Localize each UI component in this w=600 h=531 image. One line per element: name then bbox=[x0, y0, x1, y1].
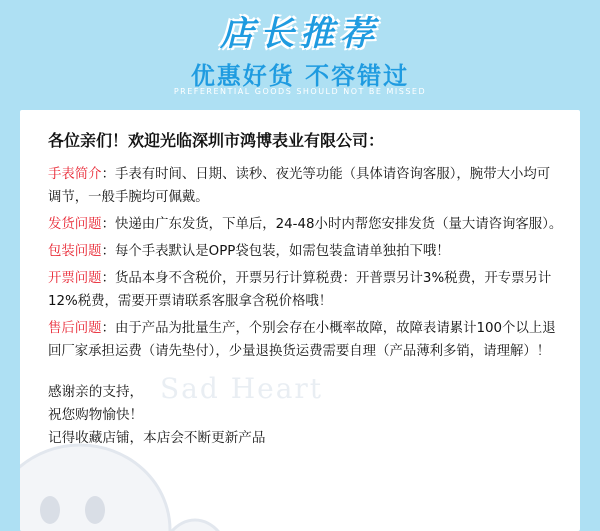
item-label: 发货问题 bbox=[48, 217, 102, 232]
banner-tagline: PREFERENTIAL GOODS SHOULD NOT BE MISSED bbox=[173, 87, 427, 96]
info-item-aftersales bbox=[48, 317, 563, 363]
item-label: 手表简介 bbox=[48, 167, 102, 182]
item-label: 售后问题 bbox=[48, 321, 102, 336]
info-card bbox=[20, 110, 580, 531]
thanks-line: 记得收藏店铺，本店会不断更新产品 bbox=[48, 430, 266, 446]
info-item-shipping bbox=[48, 213, 563, 236]
item-text: ：快递由广东发货，下单后，24-48小时内帮您安排发货（量大请咨询客服）。 bbox=[101, 217, 563, 232]
info-item-packaging bbox=[48, 240, 563, 263]
header-banner bbox=[0, 0, 600, 110]
thanks-line: 感谢亲的支持， bbox=[48, 384, 144, 400]
info-item-invoice bbox=[48, 267, 563, 313]
watermark-text: Sad Heart bbox=[160, 372, 324, 405]
item-label: 包装问题 bbox=[48, 244, 102, 259]
item-label: 开票问题 bbox=[48, 271, 102, 286]
banner-subtitle: 优惠好货 不容错过 bbox=[190, 62, 410, 90]
item-text: ：每个手表默认是OPP袋包装，如需包装盒请单独拍下哦！ bbox=[101, 244, 450, 259]
card-content bbox=[48, 128, 563, 450]
thanks-text bbox=[48, 381, 563, 450]
item-text: ：货品本身不含税价，开票另行计算税费：开普票另计3%税费，开专票另计12%税费，需要开票请联系客服拿含税价格哦！ bbox=[48, 271, 552, 309]
thanks-line: 祝您购物愉快！ bbox=[48, 407, 144, 423]
item-text: ：手表有时间、日期、读秒、夜光等功能（具体请咨询客服），腕带大小均可调节，一般手腕均可佩戴。 bbox=[48, 167, 551, 205]
greeting-text: 各位亲们！欢迎光临深圳市鸿博表业有限公司： bbox=[48, 131, 385, 150]
item-text: ：由于产品为批量生产，个别会存在小概率故障，故障表请累计100个以上退回厂家承担运费（请先垫付），少量退换货运费需要自理（产品薄利多销，请理解）！ bbox=[48, 321, 556, 359]
info-item-watch bbox=[48, 163, 563, 209]
banner-title: 店长推荐 bbox=[220, 14, 380, 54]
